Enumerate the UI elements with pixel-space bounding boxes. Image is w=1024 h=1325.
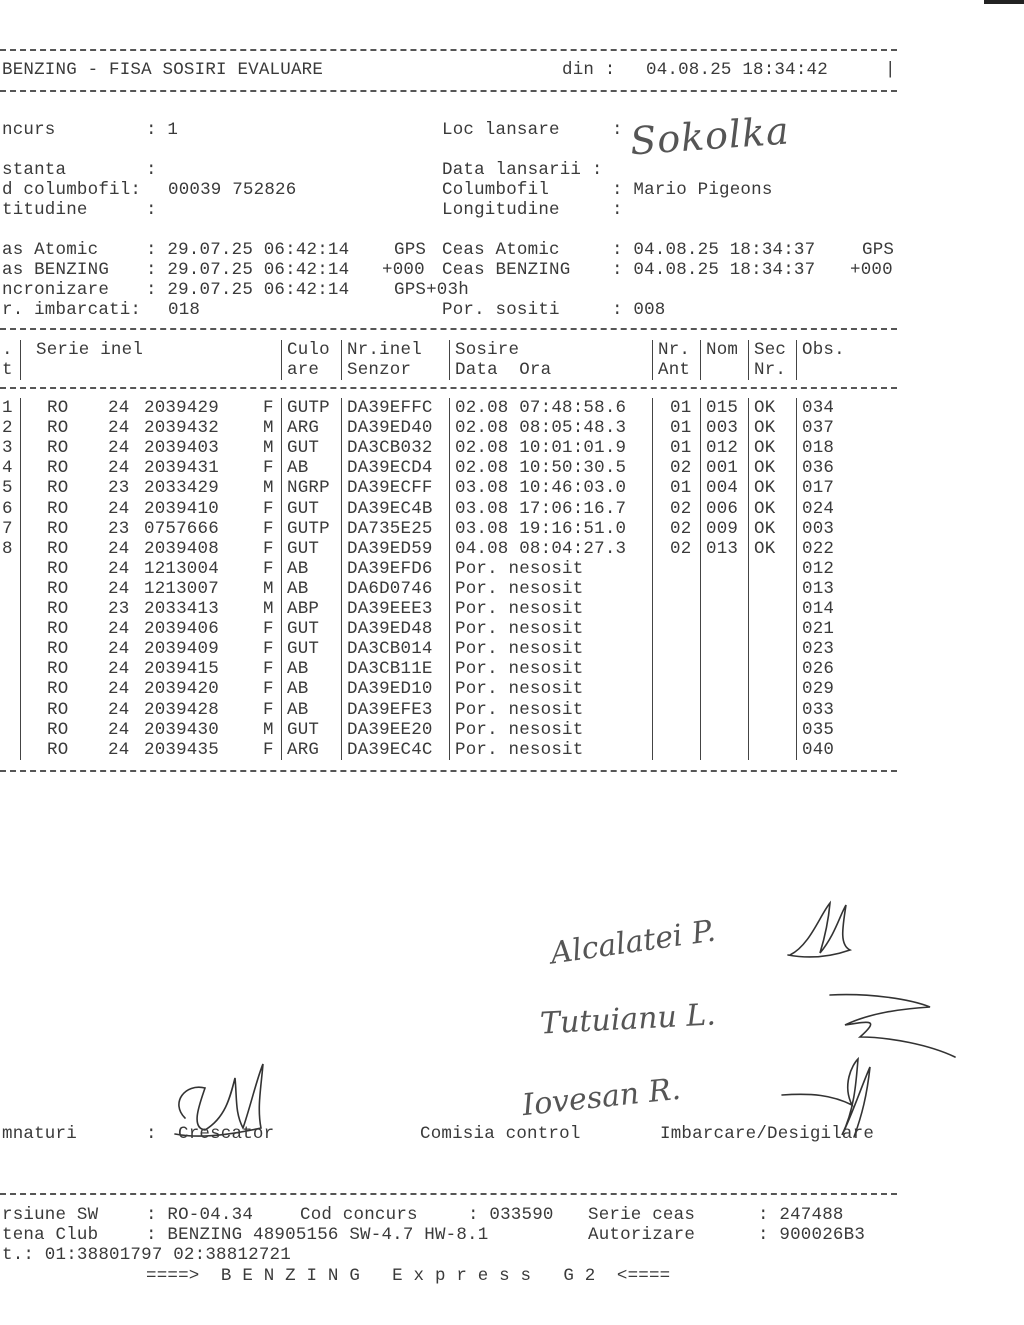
ring-country: RO (47, 518, 69, 539)
ring-country: RO (47, 599, 69, 619)
ring-year: 24 (108, 538, 130, 559)
sex: M (263, 418, 274, 439)
ring-country: RO (47, 699, 69, 720)
ring-number: 0757666 (144, 518, 219, 539)
ring-country: RO (47, 679, 69, 700)
row-index: 8 (2, 538, 13, 559)
sec-status: OK (754, 398, 776, 418)
semnaturi-label: mnaturi (2, 1124, 77, 1144)
sensor-id: DA39ED59 (347, 538, 433, 559)
columbofil-label: Columbofil (442, 180, 550, 200)
ceas-benzing-start-suffix: +000 (382, 260, 425, 280)
nom: 006 (706, 498, 739, 519)
arrival-datetime: Por. nesosit (455, 599, 584, 619)
nom: 003 (706, 418, 739, 439)
sensor-id: DA39EC4B (347, 498, 433, 519)
ring-number: 2039428 (144, 699, 219, 720)
header-end-bar: | (885, 60, 896, 80)
ring-number: 1213007 (144, 578, 219, 599)
sex: F (263, 699, 274, 720)
arrival-datetime: 02.08 07:48:58.6 (455, 398, 627, 418)
sex: F (263, 538, 274, 559)
obs: 013 (802, 578, 835, 599)
columbofil-id-label: d columbofil: (2, 180, 142, 200)
ring-number: 2039409 (144, 639, 219, 660)
color-code: AB (287, 558, 309, 579)
telephone-line: t.: 01:38801797 02:38812721 (2, 1245, 291, 1265)
obs: 022 (802, 538, 835, 559)
distanta-value: : (146, 160, 157, 180)
obs: 026 (802, 659, 835, 680)
column-rule (281, 340, 282, 380)
color-code: AB (287, 699, 309, 720)
obs: 003 (802, 518, 835, 539)
divider-footer (0, 1193, 897, 1195)
ring-country: RO (47, 659, 69, 680)
data-lansarii-label: Data lansarii : (442, 160, 603, 180)
sensor-id: DA39EC4C (347, 739, 433, 760)
ring-country: RO (47, 438, 69, 459)
sensor-id: DA39ECFF (347, 478, 433, 499)
ring-year: 24 (108, 739, 130, 760)
ring-number: 2039431 (144, 458, 219, 479)
arrival-datetime: Por. nesosit (455, 719, 584, 740)
arrival-datetime: 02.08 10:01:01.9 (455, 438, 627, 459)
ring-number: 2039432 (144, 418, 219, 439)
loc-lansare-handwritten: Sokolka (628, 108, 791, 164)
ring-country: RO (47, 639, 69, 660)
color-code: GUT (287, 619, 320, 640)
col-header-sec: Sec (754, 340, 787, 360)
ring-year: 24 (108, 679, 130, 700)
sex: F (263, 739, 274, 760)
divider-header (0, 90, 897, 92)
ring-number: 2039420 (144, 679, 219, 700)
nom: 012 (706, 438, 739, 459)
nom: 013 (706, 538, 739, 559)
autorizare-label: Autorizare (588, 1225, 696, 1245)
col-header-nom: Nom (706, 340, 739, 360)
color-code: GUT (287, 639, 320, 660)
handwritten-name-1: Alcalatei P. (548, 913, 718, 972)
ring-country: RO (47, 498, 69, 519)
col-header-sosire: Sosire (455, 340, 520, 360)
color-code: AB (287, 679, 309, 700)
color-code: GUTP (287, 398, 330, 418)
column-rule (700, 398, 701, 760)
col-header-senzor: Senzor (347, 360, 412, 380)
ring-number: 1213004 (144, 558, 219, 579)
ring-number: 2033413 (144, 599, 219, 619)
handwritten-name-2: Tutuianu L. (539, 997, 717, 1042)
sec-status: OK (754, 438, 776, 459)
color-code: GUT (287, 538, 320, 559)
loc-lansare-colon: : (612, 120, 623, 140)
ring-year: 23 (108, 518, 130, 539)
column-rule (20, 398, 21, 760)
columbofil-value: : Mario Pigeons (612, 180, 773, 200)
sincronizare-label: ncronizare (2, 280, 110, 300)
antena-label: tena Club (2, 1225, 99, 1245)
arrival-datetime: 04.08 08:04:27.3 (455, 538, 627, 559)
sensor-id: DA6D0746 (347, 578, 433, 599)
antena-value: : BENZING 48905156 SW-4.7 HW-8.1 (146, 1225, 489, 1245)
ring-country: RO (47, 418, 69, 439)
column-rule (652, 398, 653, 760)
sex: F (263, 458, 274, 479)
arrival-datetime: Por. nesosit (455, 558, 584, 579)
obs: 036 (802, 458, 835, 479)
columbofil-id-value: 00039 752826 (168, 180, 297, 200)
sex: M (263, 599, 274, 619)
ring-year: 24 (108, 438, 130, 459)
arrival-datetime: Por. nesosit (455, 619, 584, 640)
arrival-datetime: Por. nesosit (455, 639, 584, 660)
arrival-datetime: Por. nesosit (455, 699, 584, 720)
ring-year: 24 (108, 659, 130, 680)
imbarcati-value: 018 (168, 300, 201, 320)
obs: 034 (802, 398, 835, 418)
row-index: 4 (2, 458, 13, 479)
col-header-sec-nr: Nr. (754, 360, 787, 380)
col-header-ant: Ant (658, 360, 691, 380)
nr-ant: 02 (670, 518, 692, 539)
obs: 018 (802, 438, 835, 459)
ring-year: 24 (108, 719, 130, 740)
ring-number: 2039415 (144, 659, 219, 680)
sex: F (263, 659, 274, 680)
ring-country: RO (47, 458, 69, 479)
arrival-datetime: 03.08 10:46:03.0 (455, 478, 627, 499)
divider-table-bottom (0, 770, 897, 772)
nom: 015 (706, 398, 739, 418)
sensor-id: DA39ED48 (347, 619, 433, 640)
arrival-datetime: 03.08 19:16:51.0 (455, 518, 627, 539)
obs: 014 (802, 599, 835, 619)
sex: F (263, 619, 274, 640)
ceas-atomic-end-value: : 04.08.25 18:34:37 (612, 240, 816, 260)
sensor-id: DA39ED10 (347, 679, 433, 700)
ring-number: 2039410 (144, 498, 219, 519)
ceas-benzing-start-label: as BENZING (2, 260, 110, 280)
arrival-datetime: 03.08 17:06:16.7 (455, 498, 627, 519)
column-rule (796, 340, 797, 380)
sex: F (263, 679, 274, 700)
cod-concurs-value: : 033590 (468, 1205, 554, 1225)
nom: 001 (706, 458, 739, 479)
sensor-id: DA3CB014 (347, 639, 433, 660)
versiune-label: rsiune SW (2, 1205, 99, 1225)
column-rule (449, 340, 450, 380)
sensor-id: DA39EFFC (347, 398, 433, 418)
arrival-datetime: Por. nesosit (455, 659, 584, 680)
ring-year: 24 (108, 558, 130, 579)
comisia-control-label: Comisia control (420, 1124, 581, 1144)
sec-status: OK (754, 478, 776, 499)
column-rule (652, 340, 653, 380)
row-index: 2 (2, 418, 13, 439)
ring-number: 2039430 (144, 719, 219, 740)
ceas-benzing-end-value: : 04.08.25 18:34:37 (612, 260, 816, 280)
sec-status: OK (754, 518, 776, 539)
nr-ant: 01 (670, 438, 692, 459)
imbarcati-label: r. imbarcati: (2, 300, 142, 320)
col-header-obs: Obs. (802, 340, 845, 360)
obs: 012 (802, 558, 835, 579)
nr-ant: 01 (670, 418, 692, 439)
col-header-data-ora: Data Ora (455, 360, 552, 380)
arrival-datetime: Por. nesosit (455, 679, 584, 700)
ring-year: 24 (108, 398, 130, 418)
sincronizare-suffix: GPS+03h (394, 280, 469, 300)
nr-ant: 02 (670, 458, 692, 479)
sex: M (263, 719, 274, 740)
arrival-datetime: 02.08 10:50:30.5 (455, 458, 627, 479)
column-rule (20, 340, 21, 380)
obs: 037 (802, 418, 835, 439)
sensor-id: DA39ED40 (347, 418, 433, 439)
nom: 004 (706, 478, 739, 499)
report-datetime: 04.08.25 18:34:42 (646, 60, 828, 80)
ring-year: 24 (108, 418, 130, 439)
din-label: din : (562, 60, 616, 80)
ring-number: 2039403 (144, 438, 219, 459)
obs: 017 (802, 478, 835, 499)
sensor-id: DA3CB11E (347, 659, 433, 680)
concurs-label: ncurs (2, 120, 56, 140)
color-code: ARG (287, 739, 320, 760)
ring-number: 2039435 (144, 739, 219, 760)
column-rule (748, 340, 749, 380)
sositi-value: : 008 (612, 300, 666, 320)
divider-table-top (0, 328, 897, 330)
sositi-label: Por. sositi (442, 300, 560, 320)
ring-year: 23 (108, 599, 130, 619)
color-code: GUT (287, 498, 320, 519)
obs: 021 (802, 619, 835, 640)
column-rule (796, 398, 797, 760)
benzing-banner: ====> B E N Z I N G E x p r e s s G 2 <==== (146, 1266, 671, 1286)
autorizare-value: : 900026B3 (758, 1225, 866, 1245)
color-code: AB (287, 659, 309, 680)
ring-year: 24 (108, 498, 130, 519)
obs: 024 (802, 498, 835, 519)
ring-country: RO (47, 478, 69, 499)
arrival-datetime: 02.08 08:05:48.3 (455, 418, 627, 439)
arrival-datetime: Por. nesosit (455, 739, 584, 760)
sex: F (263, 639, 274, 660)
sec-status: OK (754, 498, 776, 519)
obs: 040 (802, 739, 835, 760)
ceas-atomic-start-label: as Atomic (2, 240, 99, 260)
longitudine-label: Longitudine (442, 200, 560, 220)
ceas-benzing-end-label: Ceas BENZING (442, 260, 571, 280)
sex: M (263, 578, 274, 599)
sensor-id: DA39EE20 (347, 719, 433, 740)
ring-country: RO (47, 538, 69, 559)
sex: F (263, 498, 274, 519)
ring-country: RO (47, 619, 69, 640)
column-rule (341, 398, 342, 760)
ring-country: RO (47, 739, 69, 760)
nr-ant: 01 (670, 478, 692, 499)
ring-country: RO (47, 719, 69, 740)
sensor-id: DA39EFE3 (347, 699, 433, 720)
sex: M (263, 478, 274, 499)
row-index: 5 (2, 478, 13, 499)
ring-country: RO (47, 398, 69, 418)
col-header-nr-ant: Nr. (658, 340, 691, 360)
obs: 023 (802, 639, 835, 660)
serie-ceas-value: : 247488 (758, 1205, 844, 1225)
sec-status: OK (754, 418, 776, 439)
color-code: GUT (287, 719, 320, 740)
crescator-label: Crescator (178, 1124, 275, 1144)
row-index: 3 (2, 438, 13, 459)
ceas-atomic-end-suffix: GPS (862, 240, 895, 260)
sex: F (263, 558, 274, 579)
color-code: ARG (287, 418, 320, 439)
ring-number: 2039429 (144, 398, 219, 418)
col-header-index-2: t (2, 360, 13, 380)
obs: 033 (802, 699, 835, 720)
ceas-benzing-start-value: : 29.07.25 06:42:14 (146, 260, 350, 280)
color-code: GUT (287, 438, 320, 459)
ring-year: 24 (108, 619, 130, 640)
ring-year: 24 (108, 458, 130, 479)
column-rule (700, 340, 701, 380)
report-title: BENZING - FISA SOSIRI EVALUARE (2, 60, 324, 80)
col-header-culoare-2: are (287, 360, 320, 380)
sensor-id: DA39ECD4 (347, 458, 433, 479)
serie-ceas-label: Serie ceas (588, 1205, 696, 1225)
ring-year: 24 (108, 639, 130, 660)
color-code: AB (287, 458, 309, 479)
sex: F (263, 398, 274, 418)
ceas-atomic-start-value: : 29.07.25 06:42:14 (146, 240, 350, 260)
semnaturi-colon: : (146, 1124, 157, 1144)
row-index: 1 (2, 398, 13, 418)
ring-number: 2039408 (144, 538, 219, 559)
loc-lansare-label: Loc lansare (442, 120, 560, 140)
signature-scribble-2 (800, 985, 960, 1065)
divider-table-header (0, 387, 897, 389)
cod-concurs-label: Cod concurs (300, 1205, 418, 1225)
column-rule (281, 398, 282, 760)
sensor-id: DA39EFD6 (347, 558, 433, 579)
latitudine-value: : (146, 200, 157, 220)
ring-year: 23 (108, 478, 130, 499)
ring-year: 24 (108, 578, 130, 599)
color-code: GUTP (287, 518, 330, 539)
divider-top (0, 49, 897, 51)
longitudine-value: : (612, 200, 623, 220)
handwritten-name-3: Iovesan R. (520, 1071, 683, 1124)
sincronizare-value: : 29.07.25 06:42:14 (146, 280, 350, 300)
ceas-atomic-end-label: Ceas Atomic (442, 240, 560, 260)
row-index: 6 (2, 498, 13, 519)
ring-country: RO (47, 578, 69, 599)
color-code: AB (287, 578, 309, 599)
nr-ant: 02 (670, 538, 692, 559)
nom: 009 (706, 518, 739, 539)
signature-scribble-1 (780, 895, 860, 965)
latitudine-label: titudine (2, 200, 88, 220)
versiune-value: : RO-04.34 (146, 1205, 254, 1225)
obs: 029 (802, 679, 835, 700)
color-code: NGRP (287, 478, 330, 499)
sec-status: OK (754, 538, 776, 559)
col-header-nr-inel: Nr.inel (347, 340, 422, 360)
sec-status: OK (754, 458, 776, 479)
ring-number: 2039406 (144, 619, 219, 640)
sensor-id: DA735E25 (347, 518, 433, 539)
arrival-datetime: Por. nesosit (455, 578, 584, 599)
obs: 035 (802, 719, 835, 740)
imbarcare-label: Imbarcare/Desigilare (660, 1124, 875, 1144)
sex: M (263, 438, 274, 459)
column-rule (341, 340, 342, 380)
concurs-value: : 1 (146, 120, 179, 140)
ceas-benzing-end-suffix: +000 (850, 260, 893, 280)
scan-edge-mark (984, 0, 1024, 4)
row-index: 7 (2, 518, 13, 539)
col-header-serie: Serie inel (36, 340, 144, 360)
ceas-atomic-start-suffix: GPS (394, 240, 427, 260)
column-rule (449, 398, 450, 760)
column-rule (748, 398, 749, 760)
ring-year: 24 (108, 699, 130, 720)
nr-ant: 01 (670, 398, 692, 418)
sex: F (263, 518, 274, 539)
distanta-label: stanta (2, 160, 67, 180)
color-code: ABP (287, 599, 320, 619)
ring-number: 2033429 (144, 478, 219, 499)
nr-ant: 02 (670, 498, 692, 519)
col-header-culoare: Culo (287, 340, 330, 360)
col-header-index: . (2, 340, 13, 360)
ring-country: RO (47, 558, 69, 579)
sensor-id: DA39EEE3 (347, 599, 433, 619)
sensor-id: DA3CB032 (347, 438, 433, 459)
